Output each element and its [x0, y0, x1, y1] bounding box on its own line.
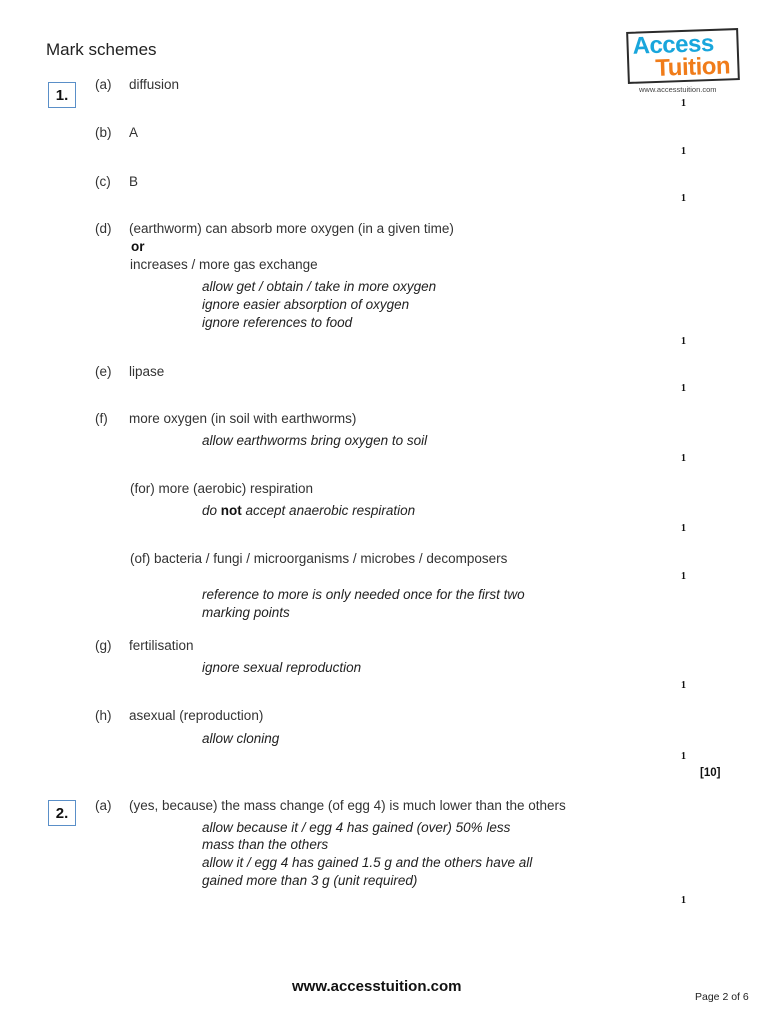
q1-f-answer-2: (for) more (aerobic) respiration	[130, 481, 314, 496]
q1-h-mark: 1	[681, 751, 686, 762]
q1-f-mark-1: 1	[681, 453, 686, 464]
access-tuition-logo	[626, 28, 740, 84]
logo-url: www.accesstuition.com	[639, 85, 717, 94]
q2-a-answer: (yes, because) the mass change (of egg 4) is much lower than the others	[129, 798, 566, 813]
q1-total-marks: [10]	[700, 767, 721, 779]
q1-c-mark: 1	[681, 193, 686, 204]
q1-d-note-2: ignore easier absorption of oxygen	[202, 297, 410, 312]
q1-g-note: ignore sexual reproduction	[202, 660, 362, 675]
q1-h-note: allow cloning	[202, 731, 280, 746]
q1-f-note-1: allow earthworms bring oxygen to soil	[202, 433, 428, 448]
q1-f-note-3-line-2: marking points	[202, 605, 290, 620]
q2-a-note-2-line-2: gained more than 3 g (unit required)	[202, 873, 418, 888]
q1-a-label: (a)	[95, 77, 112, 92]
q1-f-label: (f)	[95, 411, 108, 426]
q1-h-answer: asexual (reproduction)	[129, 708, 264, 723]
q1-f-mark-2: 1	[681, 523, 686, 534]
q1-d-answer-2: increases / more gas exchange	[130, 257, 318, 272]
q1-d-or: or	[131, 239, 145, 254]
q1-f-answer-3: (of) bacteria / fungi / microorganisms / microbes / decomposers	[130, 551, 508, 566]
q2-a-note-1-line-2: mass than the others	[202, 837, 329, 852]
q1-f-mark-3: 1	[681, 571, 686, 582]
q1-a-mark: 1	[681, 98, 686, 109]
q2-a-note-2-line-1: allow it / egg 4 has gained 1.5 g and the others have all	[202, 855, 533, 870]
q1-f-note-3-line-1: reference to more is only needed once for the first two	[202, 587, 525, 602]
q1-b-answer: A	[129, 125, 139, 140]
q1-e-label: (e)	[95, 364, 112, 379]
question-number-1: 1.	[48, 82, 76, 108]
q1-d-mark: 1	[681, 336, 686, 347]
q1-e-answer: lipase	[129, 364, 165, 379]
q2-a-label: (a)	[95, 798, 112, 813]
logo-text-access: Access	[632, 29, 715, 60]
q1-d-note-1: allow get / obtain / take in more oxygen	[202, 279, 437, 294]
q1-c-answer: B	[129, 174, 139, 189]
q1-g-label: (g)	[95, 638, 112, 653]
q1-a-answer: diffusion	[129, 77, 180, 92]
q1-f-note-2: do not accept anaerobic respiration	[202, 503, 416, 518]
q1-g-answer: fertilisation	[129, 638, 194, 653]
q1-e-mark: 1	[681, 383, 686, 394]
q1-f-answer-1: more oxygen (in soil with earthworms)	[129, 411, 357, 426]
question-number-2: 2.	[48, 800, 76, 826]
q1-b-label: (b)	[95, 125, 112, 140]
page-title: Mark schemes	[46, 40, 157, 59]
q1-b-mark: 1	[681, 146, 686, 157]
logo-text-tuition: Tuition	[654, 52, 731, 82]
q1-d-note-3: ignore references to food	[202, 315, 353, 330]
footer-url: www.accesstuition.com	[292, 978, 462, 995]
q2-a-mark: 1	[681, 895, 686, 906]
q1-g-mark: 1	[681, 680, 686, 691]
q1-c-label: (c)	[95, 174, 111, 189]
q1-d-label: (d)	[95, 221, 112, 236]
page-number: Page 2 of 6	[695, 991, 749, 1003]
q1-h-label: (h)	[95, 708, 112, 723]
q1-d-answer-1: (earthworm) can absorb more oxygen (in a given time)	[129, 221, 454, 236]
q2-a-note-1-line-1: allow because it / egg 4 has gained (over) 50% less	[202, 820, 511, 835]
